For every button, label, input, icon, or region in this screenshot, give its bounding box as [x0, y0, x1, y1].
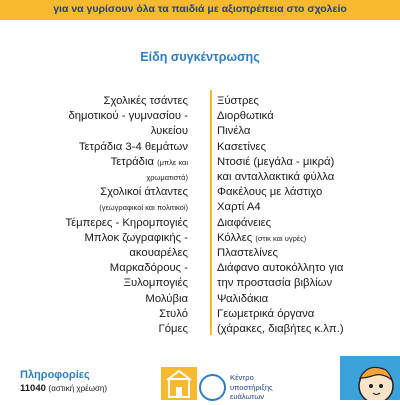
list-item	[8, 170, 188, 185]
list-item	[217, 200, 397, 215]
item-text: Κόλλες	[217, 231, 253, 244]
item-text: Διορθωτικά	[217, 110, 274, 123]
list-item	[217, 216, 397, 231]
banner-text: για να γυρίσουν όλα τα παιδιά με αξιοπρέπεια στο σχολείο	[53, 3, 347, 15]
list-item	[8, 94, 188, 109]
list-item	[217, 94, 397, 109]
column-divider	[210, 90, 212, 335]
item-text: Πινέλα	[217, 125, 251, 138]
list-item	[8, 276, 188, 291]
list-item	[8, 185, 188, 200]
item-text: Ξύστρες	[217, 95, 259, 107]
item-text: Ψαλιδάκια	[217, 292, 269, 305]
item-text: λυκείου	[150, 125, 188, 138]
item-text: δημοτικού - γυμνασίου -	[68, 110, 188, 123]
item-text: Σχολικοί άτλαντες	[100, 186, 188, 199]
list-item	[217, 261, 397, 276]
list-item	[8, 140, 188, 155]
list-item	[8, 155, 188, 170]
item-text: Μαρκαδόρους -	[109, 262, 188, 275]
info-phone	[20, 383, 107, 394]
list-item	[8, 200, 188, 215]
item-text: την προστασία βιβλίων	[217, 277, 333, 290]
list-item	[8, 109, 188, 124]
partner-text: Κέντρο υποστήριξης ευάλωτων	[230, 373, 273, 401]
item-note: (γεωγραφικοί και πολιτικοί)	[99, 203, 188, 213]
item-note: (μπλε και	[157, 157, 188, 167]
item-text: Διάφανο αυτοκόλλητο για	[217, 262, 344, 275]
partner-logo-yellow	[161, 367, 197, 400]
top-banner	[0, 0, 400, 20]
left-items-list	[8, 94, 188, 337]
item-text: Τέμπερες - Κηρομπογιές	[65, 216, 188, 229]
item-text: Χαρτί Α4	[217, 201, 261, 214]
item-text: Μπλοκ ζωγραφικής -	[84, 231, 188, 244]
item-text: Γόμες	[158, 323, 188, 336]
item-text: Κασετίνες	[217, 140, 267, 153]
list-item	[217, 109, 397, 124]
list-item	[8, 292, 188, 307]
list-item	[8, 124, 188, 139]
item-text: Ντοσιέ (μεγάλα - μικρά)	[217, 155, 335, 168]
list-item	[217, 155, 397, 170]
item-text: και ανταλλακτικά φύλλα	[217, 171, 335, 184]
list-item	[217, 170, 397, 185]
item-text: Γεωμετρικά όργανα	[217, 307, 315, 320]
list-item	[217, 292, 397, 307]
list-item	[8, 261, 188, 276]
item-text: Φακέλους με λάστιχο	[217, 186, 323, 199]
info-label: Πληροφορίες	[20, 369, 90, 381]
item-text: Πλαστελίνες	[217, 247, 278, 260]
right-items-list	[217, 94, 397, 337]
item-note: χρωματιστά)	[146, 173, 188, 183]
phone-note: (αστική χρέωση)	[48, 384, 107, 393]
list-item	[8, 216, 188, 231]
list-item	[217, 246, 397, 261]
item-text: Τετράδια	[110, 155, 155, 168]
phone-number: 11040	[20, 383, 46, 394]
mascot-character-icon	[338, 356, 400, 400]
item-text: Διαφάνειες	[217, 216, 272, 229]
list-item	[217, 276, 397, 291]
item-text: Τετράδια 3-4 θεμάτων	[78, 140, 188, 153]
list-item	[217, 124, 397, 139]
building-icon	[161, 367, 197, 400]
list-item	[217, 307, 397, 322]
list-item	[8, 246, 188, 261]
item-text: Σχολικές τσάντες	[103, 95, 188, 107]
list-item	[8, 322, 188, 337]
list-item	[217, 322, 397, 337]
item-note: (στικ και υγρές)	[255, 233, 307, 243]
item-text: Μολύβια	[145, 292, 188, 305]
list-item	[8, 231, 188, 246]
item-text: ακουαρέλες	[129, 247, 188, 260]
list-item	[217, 231, 397, 246]
partner-logo-circle	[199, 374, 226, 401]
list-item	[217, 185, 397, 200]
section-title: Είδη συγκέντρωσης	[140, 50, 260, 64]
item-text: Ξυλομπογιές	[123, 277, 188, 290]
item-text: (χάρακες, διαβήτες κ.λπ.)	[217, 323, 344, 336]
list-item	[217, 140, 397, 155]
list-item	[8, 307, 188, 322]
item-text: Στυλό	[159, 307, 188, 320]
